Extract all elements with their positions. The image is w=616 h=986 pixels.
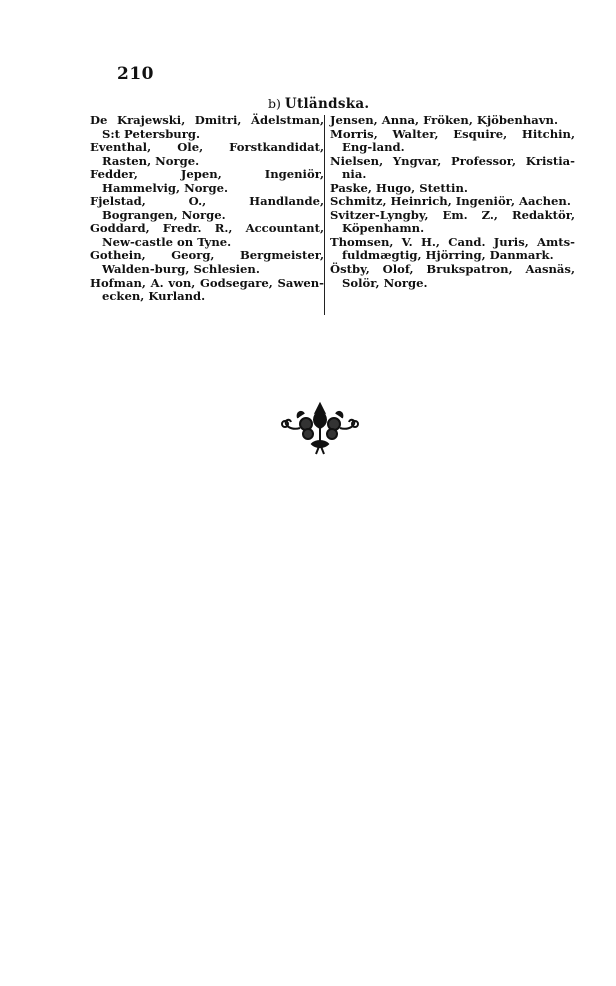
list-item: Nielsen, Yngvar, Professor, Kristia-nia. — [330, 153, 575, 182]
list-item: Fjelstad, O., Handlande, Bograngen, Norge. — [90, 194, 324, 222]
section-heading — [268, 96, 369, 112]
list-item: Hofman, A. von, Godsegare, Sawen-ecken, Kurland. — [90, 275, 324, 304]
list-item: Jensen, Anna, Fröken, Kjöbenhavn. — [330, 113, 558, 127]
list-item: Fedder, Jepen, Ingeniör, Hammelvig, Norge. — [90, 167, 324, 195]
fleuron-ornament-icon — [276, 398, 364, 456]
list-item: Morris, Walter, Esquire, Hitchin, Eng-land. — [330, 126, 575, 155]
list-item: De Krajewski, Dmitri, Ädelstman, S:t Petersburg. — [90, 113, 324, 141]
list-item: Svitzer-Lyngby, Em. Z., Redaktör, Köpenhamn. — [330, 207, 575, 236]
list-item: Östby, Olof, Brukspatron, Aasnäs, Solör, Norge. — [330, 262, 575, 290]
list-item: Eventhal, Ole, Forstkandidat, Rasten, Norge. — [90, 140, 324, 168]
section-prefix: b) — [268, 96, 281, 111]
list-item: Schmitz, Heinrich, Ingeniör, Aachen. — [330, 194, 571, 209]
section-title: Utländska. — [284, 96, 370, 112]
column-divider — [324, 115, 325, 315]
left-column — [90, 114, 324, 304]
page-number: 210 — [117, 64, 154, 84]
list-item: Paske, Hugo, Stettin. — [330, 180, 468, 195]
list-item: Goddard, Fredr. R., Accountant, New-castle on Tyne. — [90, 221, 324, 249]
list-item: Thomsen, V. H., Cand. Juris, Amts-fuldmægtig, Hjörring, Danmark. — [330, 234, 575, 263]
list-item: Gothein, Georg, Bergmeister, Walden-burg, Schlesien. — [90, 248, 324, 277]
right-column — [330, 114, 575, 290]
